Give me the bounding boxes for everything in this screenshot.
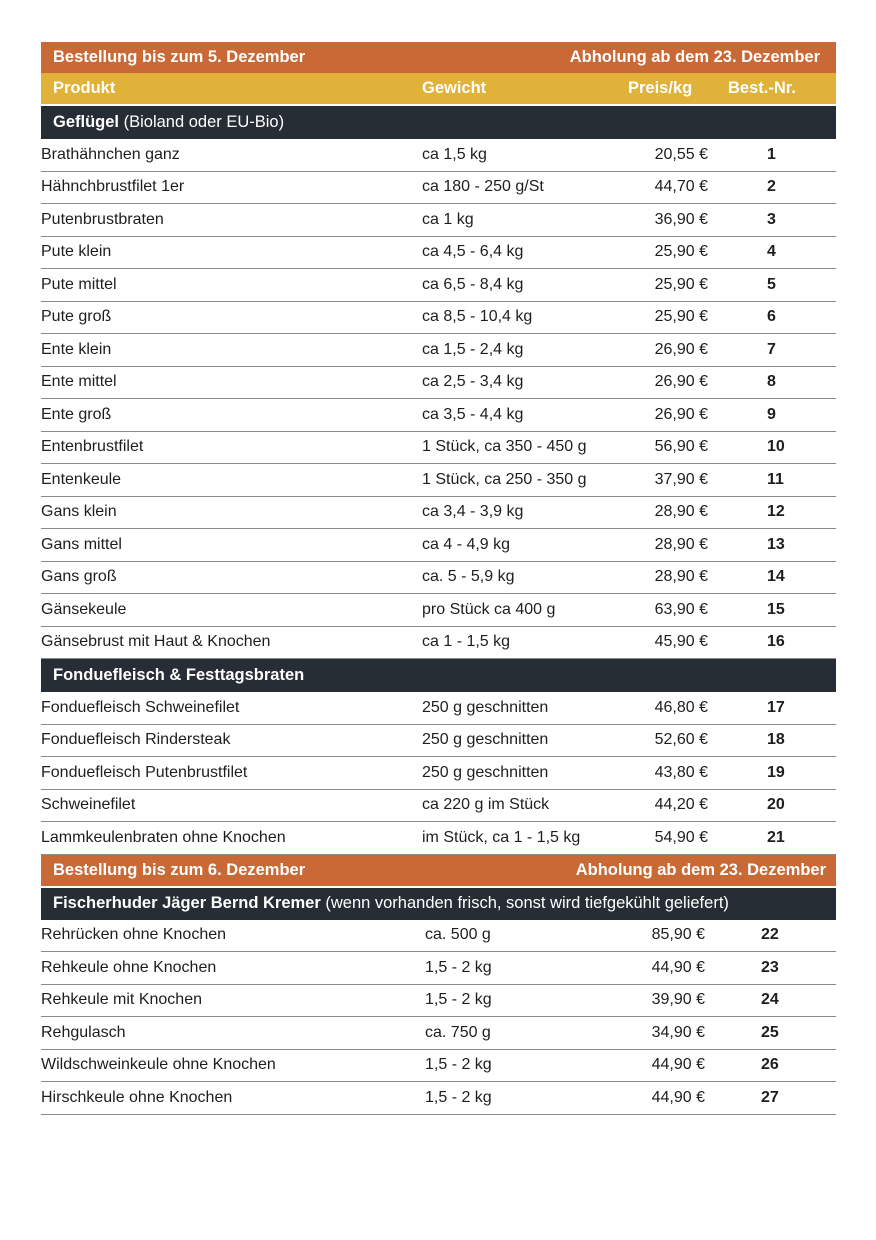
order-no-cell: 17 bbox=[767, 698, 785, 716]
table-row bbox=[41, 334, 836, 367]
table-row bbox=[41, 594, 836, 627]
weight-cell: ca 1 kg bbox=[422, 210, 474, 228]
order-no-cell: 19 bbox=[767, 763, 785, 781]
price-cell: 26,90 € bbox=[654, 405, 708, 423]
weight-cell: 250 g geschnitten bbox=[422, 698, 549, 716]
table-row bbox=[41, 367, 836, 400]
table-row bbox=[41, 432, 836, 465]
price-cell: 26,90 € bbox=[654, 373, 708, 391]
product-cell: Pute groß bbox=[41, 308, 112, 326]
weight-cell: ca 4,5 - 6,4 kg bbox=[422, 243, 524, 261]
weight-cell: ca. 5 - 5,9 kg bbox=[422, 568, 515, 586]
table-row bbox=[41, 529, 836, 562]
table-row bbox=[41, 692, 836, 725]
product-cell: Hirschkeule ohne Knochen bbox=[41, 1088, 233, 1106]
order-no-cell: 13 bbox=[767, 535, 785, 553]
price-cell: 44,90 € bbox=[651, 1088, 705, 1106]
product-cell: Lammkeulenbraten ohne Knochen bbox=[41, 828, 286, 846]
order-deadline: Bestellung bis zum 5. Dezember bbox=[53, 48, 306, 66]
price-cell: 37,90 € bbox=[654, 470, 708, 488]
order-no-cell: 8 bbox=[767, 373, 776, 391]
order-no-cell: 3 bbox=[767, 210, 776, 228]
weight-cell: 1 Stück, ca 350 - 450 g bbox=[422, 438, 587, 456]
price-cell: 28,90 € bbox=[654, 503, 708, 521]
product-cell: Ente mittel bbox=[41, 373, 117, 391]
product-cell: Ente groß bbox=[41, 405, 112, 423]
table-row bbox=[41, 204, 836, 237]
product-cell: Brathähnchen ganz bbox=[41, 145, 180, 163]
product-cell: Pute mittel bbox=[41, 275, 117, 293]
pickup-date: Abholung ab dem 23. Dezember bbox=[575, 860, 826, 879]
price-cell: 45,90 € bbox=[654, 633, 708, 651]
weight-cell: ca. 750 g bbox=[425, 1023, 491, 1041]
table-row bbox=[41, 464, 836, 497]
table-row bbox=[41, 497, 836, 530]
section-header-gefluegel bbox=[41, 106, 836, 139]
price-cell: 54,90 € bbox=[654, 828, 708, 846]
weight-cell: ca 1,5 kg bbox=[422, 145, 487, 163]
table-row bbox=[41, 952, 836, 985]
order-no-cell: 23 bbox=[761, 958, 779, 976]
wild-rows bbox=[41, 920, 836, 1115]
price-cell: 52,60 € bbox=[654, 731, 708, 749]
product-cell: Entenbrustfilet bbox=[41, 438, 144, 456]
price-cell: 56,90 € bbox=[654, 438, 708, 456]
product-cell: Gans groß bbox=[41, 568, 117, 586]
weight-cell: 250 g geschnitten bbox=[422, 731, 549, 749]
table-row bbox=[41, 1050, 836, 1083]
table-row bbox=[41, 269, 836, 302]
table-row bbox=[41, 1082, 836, 1115]
table-row bbox=[41, 822, 836, 855]
section-header-fonduefleisch bbox=[41, 659, 836, 692]
weight-cell: 1,5 - 2 kg bbox=[425, 1056, 492, 1074]
order-no-cell: 27 bbox=[761, 1088, 779, 1106]
order-no-cell: 25 bbox=[761, 1023, 779, 1041]
section-title: Fonduefleisch & Festtagsbraten bbox=[53, 666, 305, 684]
table-row bbox=[41, 627, 836, 660]
product-cell: Gans klein bbox=[41, 503, 117, 521]
weight-cell: 1,5 - 2 kg bbox=[425, 1088, 492, 1106]
weight-cell: ca 6,5 - 8,4 kg bbox=[422, 275, 524, 293]
product-cell: Rehkeule mit Knochen bbox=[41, 991, 202, 1009]
product-cell: Rehrücken ohne Knochen bbox=[41, 926, 227, 944]
product-cell: Rehgulasch bbox=[41, 1023, 126, 1041]
weight-cell: ca 3,5 - 4,4 kg bbox=[422, 405, 524, 423]
price-cell: 44,90 € bbox=[651, 958, 705, 976]
price-cell: 34,90 € bbox=[651, 1023, 705, 1041]
order-no-cell: 10 bbox=[767, 438, 785, 456]
table-row bbox=[41, 1017, 836, 1050]
table-row bbox=[41, 172, 836, 205]
table-row bbox=[41, 139, 836, 172]
order-no-cell: 9 bbox=[767, 405, 776, 423]
weight-cell: 250 g geschnitten bbox=[422, 763, 549, 781]
column-header-price: Preis/kg bbox=[628, 79, 693, 97]
weight-cell: ca 1 - 1,5 kg bbox=[422, 633, 511, 651]
product-cell: Hähnchbrustfilet 1er bbox=[41, 178, 185, 196]
product-cell: Fonduefleisch Putenbrustfilet bbox=[41, 763, 248, 781]
column-header-weight: Gewicht bbox=[422, 79, 487, 97]
table-row bbox=[41, 790, 836, 823]
price-cell: 26,90 € bbox=[654, 340, 708, 358]
order-no-cell: 20 bbox=[767, 796, 785, 814]
product-cell: Pute klein bbox=[41, 243, 112, 261]
weight-cell: im Stück, ca 1 - 1,5 kg bbox=[422, 828, 581, 846]
price-cell: 28,90 € bbox=[654, 568, 708, 586]
price-cell: 28,90 € bbox=[654, 535, 708, 553]
section-header-fischerhuder bbox=[41, 886, 836, 920]
order-no-cell: 4 bbox=[767, 243, 776, 261]
order-no-cell: 6 bbox=[767, 308, 776, 326]
product-cell: Rehkeule ohne Knochen bbox=[41, 958, 217, 976]
weight-cell: ca 3,4 - 3,9 kg bbox=[422, 503, 524, 521]
pickup-date: Abholung ab dem 23. Dezember bbox=[569, 48, 820, 66]
order-no-cell: 22 bbox=[761, 926, 779, 944]
table-row bbox=[41, 399, 836, 432]
product-cell: Gans mittel bbox=[41, 535, 122, 553]
table-row bbox=[41, 985, 836, 1018]
price-cell: 44,20 € bbox=[654, 796, 708, 814]
price-cell: 25,90 € bbox=[654, 275, 708, 293]
order-no-cell: 5 bbox=[767, 275, 776, 293]
order-no-cell: 16 bbox=[767, 633, 785, 651]
order-no-cell: 18 bbox=[767, 731, 785, 749]
table-row bbox=[41, 562, 836, 595]
weight-cell: 1 Stück, ca 250 - 350 g bbox=[422, 470, 587, 488]
column-header-product: Produkt bbox=[53, 79, 116, 97]
price-cell: 25,90 € bbox=[654, 308, 708, 326]
product-cell: Fonduefleisch Rindersteak bbox=[41, 731, 231, 749]
weight-cell: ca 4 - 4,9 kg bbox=[422, 535, 511, 553]
product-cell: Gänsekeule bbox=[41, 600, 127, 618]
weight-cell: ca. 500 g bbox=[425, 926, 491, 944]
weight-cell: ca 220 g im Stück bbox=[422, 796, 550, 814]
price-cell: 63,90 € bbox=[654, 600, 708, 618]
price-cell: 25,90 € bbox=[654, 243, 708, 261]
table-row bbox=[41, 725, 836, 758]
fonduefleisch-rows bbox=[41, 692, 836, 855]
price-cell: 20,55 € bbox=[654, 145, 708, 163]
section-subtitle: (wenn vorhanden frisch, sonst wird tiefgekühlt geliefert) bbox=[325, 894, 729, 912]
price-cell: 44,90 € bbox=[651, 1056, 705, 1074]
order-sheet bbox=[41, 42, 836, 1115]
order-no-cell: 11 bbox=[767, 470, 784, 488]
order-no-cell: 7 bbox=[767, 340, 776, 358]
order-deadline-band-1 bbox=[41, 42, 836, 73]
column-header-order-no: Best.-Nr. bbox=[728, 79, 796, 97]
column-header-row bbox=[41, 73, 836, 106]
weight-cell: 1,5 - 2 kg bbox=[425, 958, 492, 976]
product-cell: Ente klein bbox=[41, 340, 112, 358]
product-cell: Putenbrustbraten bbox=[41, 210, 164, 228]
product-cell: Fonduefleisch Schweinefilet bbox=[41, 698, 240, 716]
weight-cell: 1,5 - 2 kg bbox=[425, 991, 492, 1009]
section-title: Fischerhuder Jäger Bernd Kremer bbox=[53, 894, 321, 912]
product-cell: Gänsebrust mit Haut & Knochen bbox=[41, 633, 271, 651]
order-no-cell: 21 bbox=[767, 828, 785, 846]
weight-cell: ca 8,5 - 10,4 kg bbox=[422, 308, 533, 326]
price-cell: 85,90 € bbox=[651, 926, 705, 944]
price-cell: 36,90 € bbox=[654, 210, 708, 228]
order-no-cell: 2 bbox=[767, 178, 776, 196]
section-subtitle: (Bioland oder EU-Bio) bbox=[123, 113, 285, 131]
weight-cell: pro Stück ca 400 g bbox=[422, 600, 556, 618]
order-no-cell: 12 bbox=[767, 503, 785, 521]
order-no-cell: 26 bbox=[761, 1056, 779, 1074]
weight-cell: ca 180 - 250 g/St bbox=[422, 178, 544, 196]
weight-cell: ca 2,5 - 3,4 kg bbox=[422, 373, 524, 391]
price-cell: 44,70 € bbox=[654, 178, 708, 196]
price-cell: 46,80 € bbox=[654, 698, 708, 716]
product-cell: Wildschweinkeule ohne Knochen bbox=[41, 1056, 276, 1074]
table-row bbox=[41, 920, 836, 953]
price-cell: 43,80 € bbox=[654, 763, 708, 781]
order-no-cell: 15 bbox=[767, 600, 785, 618]
order-no-cell: 24 bbox=[761, 991, 779, 1009]
table-row bbox=[41, 302, 836, 335]
price-cell: 39,90 € bbox=[651, 991, 705, 1009]
product-cell: Schweinefilet bbox=[41, 796, 136, 814]
order-deadline: Bestellung bis zum 6. Dezember bbox=[53, 860, 306, 879]
table-row bbox=[41, 757, 836, 790]
product-cell: Entenkeule bbox=[41, 470, 122, 488]
gefluegel-rows bbox=[41, 139, 836, 659]
section-title: Geflügel bbox=[53, 113, 120, 131]
order-no-cell: 1 bbox=[767, 145, 776, 163]
table-row bbox=[41, 237, 836, 270]
order-no-cell: 14 bbox=[767, 568, 785, 586]
order-deadline-band-2 bbox=[41, 855, 836, 886]
weight-cell: ca 1,5 - 2,4 kg bbox=[422, 340, 524, 358]
